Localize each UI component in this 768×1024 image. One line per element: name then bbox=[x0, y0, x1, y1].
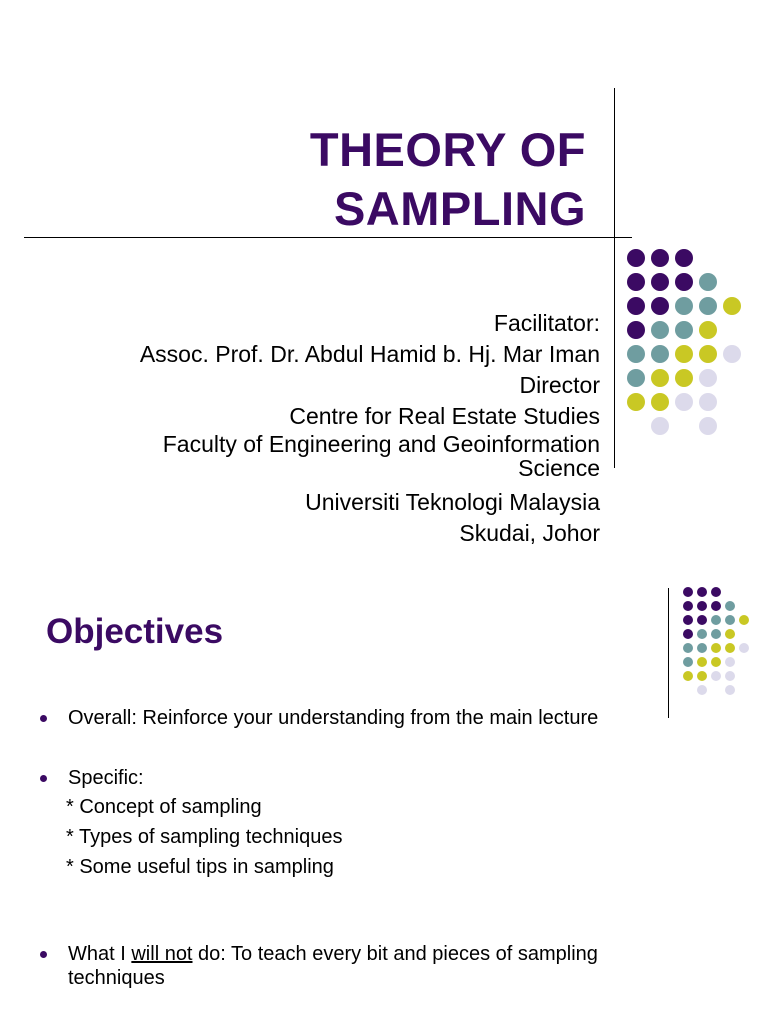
bullet-icon bbox=[40, 715, 47, 722]
faculty-line-1: Faculty of Engineering and Geoinformation bbox=[162, 431, 600, 457]
decorative-dot bbox=[683, 601, 693, 611]
decorative-dot bbox=[683, 629, 693, 639]
bullet-underlined: will not bbox=[131, 943, 193, 965]
bullet-overall bbox=[36, 706, 676, 730]
decorative-dot bbox=[711, 587, 721, 597]
decorative-dot bbox=[725, 657, 735, 667]
decorative-dot bbox=[739, 615, 749, 625]
decorative-dot bbox=[651, 393, 669, 411]
decorative-dot bbox=[697, 587, 707, 597]
decorative-dot bbox=[675, 273, 693, 291]
decorative-dot bbox=[683, 671, 693, 681]
decorative-dot bbox=[675, 321, 693, 339]
decorative-dot bbox=[699, 369, 717, 387]
decorative-dot bbox=[725, 601, 735, 611]
decorative-dot bbox=[697, 685, 707, 695]
decorative-dot bbox=[711, 657, 721, 667]
decorative-dot bbox=[627, 369, 645, 387]
decorative-dot bbox=[725, 685, 735, 695]
facilitator-label: Facilitator: bbox=[493, 310, 600, 336]
slide-title bbox=[310, 120, 586, 238]
facilitator-credits bbox=[40, 308, 600, 549]
centre-name: Centre for Real Estate Studies bbox=[289, 403, 600, 429]
bullet-rest: do: To teach every bit and pieces of sampling techniques bbox=[68, 943, 598, 989]
decorative-dot bbox=[699, 297, 717, 315]
decorative-dot bbox=[627, 345, 645, 363]
decorative-dot-grid bbox=[682, 586, 754, 698]
decorative-dot bbox=[675, 345, 693, 363]
decorative-dot bbox=[699, 321, 717, 339]
bullet-specific bbox=[36, 766, 676, 790]
facilitator-name: Assoc. Prof. Dr. Abdul Hamid b. Hj. Mar Iman bbox=[139, 341, 600, 367]
sub-item: * Some useful tips in sampling bbox=[66, 856, 334, 878]
decorative-dot bbox=[683, 615, 693, 625]
decorative-dot bbox=[723, 345, 741, 363]
decorative-dot bbox=[697, 643, 707, 653]
decorative-dot-grid bbox=[626, 248, 746, 440]
bullet-text: Overall: Reinforce your understanding from the main lecture bbox=[68, 707, 599, 729]
decorative-dot bbox=[699, 273, 717, 291]
university-name: Universiti Teknologi Malaysia bbox=[305, 489, 600, 515]
decorative-dot bbox=[675, 297, 693, 315]
location: Skudai, Johor bbox=[459, 520, 600, 546]
decorative-dot bbox=[697, 657, 707, 667]
bullet-text: Specific: bbox=[68, 767, 144, 789]
vertical-rule bbox=[668, 588, 669, 718]
bullet-icon bbox=[40, 775, 47, 782]
decorative-dot bbox=[627, 297, 645, 315]
decorative-dot bbox=[725, 615, 735, 625]
decorative-dot bbox=[627, 393, 645, 411]
bullet-icon bbox=[40, 951, 47, 958]
decorative-dot bbox=[711, 601, 721, 611]
decorative-dot bbox=[627, 273, 645, 291]
faculty-line-2: Science bbox=[518, 455, 600, 481]
decorative-dot bbox=[711, 629, 721, 639]
decorative-dot bbox=[697, 601, 707, 611]
sub-item: * Concept of sampling bbox=[66, 796, 262, 818]
decorative-dot bbox=[675, 249, 693, 267]
title-line-1: THEORY OF bbox=[309, 123, 586, 176]
decorative-dot bbox=[651, 321, 669, 339]
objectives-slide bbox=[0, 560, 768, 1024]
decorative-dot bbox=[699, 417, 717, 435]
decorative-dot bbox=[683, 643, 693, 653]
decorative-dot bbox=[651, 273, 669, 291]
decorative-dot bbox=[711, 643, 721, 653]
decorative-dot bbox=[627, 321, 645, 339]
slide-title: Objectives bbox=[46, 612, 224, 651]
decorative-dot bbox=[651, 297, 669, 315]
decorative-dot bbox=[711, 615, 721, 625]
decorative-dot bbox=[627, 249, 645, 267]
decorative-dot bbox=[683, 657, 693, 667]
decorative-dot bbox=[699, 345, 717, 363]
decorative-dot bbox=[683, 587, 693, 597]
sub-item: * Types of sampling techniques bbox=[66, 826, 343, 848]
bullet-prefix: What I bbox=[68, 943, 132, 965]
decorative-dot bbox=[651, 417, 669, 435]
decorative-dot bbox=[697, 629, 707, 639]
decorative-dot bbox=[651, 345, 669, 363]
decorative-dot bbox=[675, 393, 693, 411]
objectives-list bbox=[36, 706, 676, 990]
decorative-dot bbox=[725, 629, 735, 639]
decorative-dot bbox=[725, 643, 735, 653]
decorative-dot bbox=[651, 249, 669, 267]
title-line-2: SAMPLING bbox=[333, 182, 586, 235]
decorative-dot bbox=[723, 297, 741, 315]
decorative-dot bbox=[651, 369, 669, 387]
decorative-dot bbox=[711, 671, 721, 681]
decorative-dot bbox=[725, 671, 735, 681]
facilitator-position: Director bbox=[519, 372, 600, 398]
decorative-dot bbox=[697, 671, 707, 681]
vertical-rule bbox=[614, 88, 615, 468]
bullet-will-not bbox=[36, 942, 676, 990]
decorative-dot bbox=[739, 643, 749, 653]
decorative-dot bbox=[699, 393, 717, 411]
decorative-dot bbox=[697, 615, 707, 625]
decorative-dot bbox=[675, 369, 693, 387]
